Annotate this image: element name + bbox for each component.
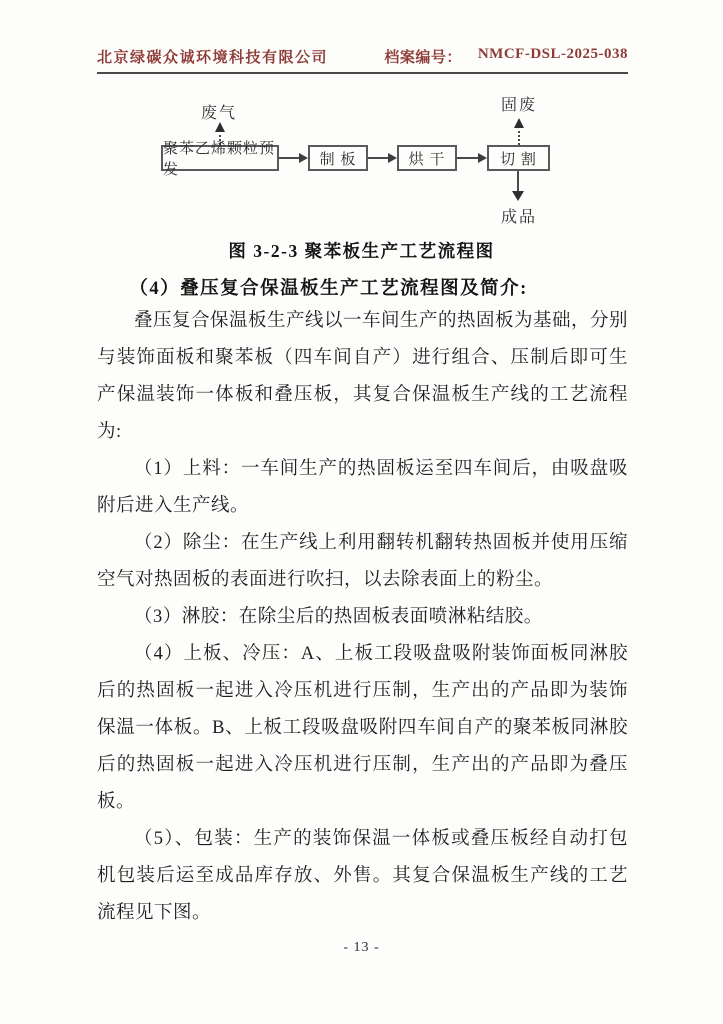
company-name: 北京绿碳众诚环境科技有限公司: [97, 50, 329, 66]
arrow-down-product: [517, 171, 519, 193]
page-number: - 13 -: [343, 940, 380, 955]
flow-box-board-making: 制 板: [308, 145, 368, 171]
arrow-box3-box4: [457, 157, 485, 159]
paragraph-intro: 叠压复合保温板生产线以一车间生产的热固板为基础，分别与装饰面板和聚苯板（四车间自产）进行组合、压制后即可生产保温装饰一体板和叠压板，其复合保温板生产线的工艺流程为:: [97, 311, 629, 442]
flow-box-drying: 烘 干: [397, 145, 457, 171]
paragraph-step3: （3）淋胶：在除尘后的热固板表面喷淋粘结胶。: [134, 607, 543, 627]
arrow-box1-box2: [279, 157, 306, 159]
dashed-arrow-up-solid-waste: [518, 126, 520, 145]
paragraph-step4: （4）上板、冷压：A、上板工段吸盘吸附装饰面板同淋胶后的热固板一起进入冷压机进行压制，生产出的产品即为装饰保温一体板。B、上板工段吸盘吸附四车间自产的聚苯板同淋胶后的热固板一起进入冷压机进行压制，生产出的产品即为叠压板。: [97, 644, 628, 812]
process-flowchart: [0, 0, 723, 240]
product-label: 成品: [501, 209, 538, 226]
flow-box-pre-expansion: 聚苯乙烯颗粒预发: [161, 145, 279, 171]
solid-waste-label: 固废: [501, 97, 538, 114]
archive-value: NMCF-DSL-2025-038: [477, 46, 628, 62]
figure-caption: 图 3-2-3 聚苯板生产工艺流程图: [228, 241, 495, 261]
body-text: [97, 303, 628, 932]
paragraph-step2: （2）除尘：在生产线上利用翻转机翻转热固板并使用压缩空气对热固板的表面进行吹扫，以去除表面上的粉尘。: [97, 533, 628, 590]
archive-label: 档案编号：: [384, 50, 462, 66]
waste-gas-label: 废气: [201, 105, 238, 122]
section-heading: （4）叠压复合保温板生产工艺流程图及简介:: [129, 279, 528, 299]
paragraph-step5: （5）、包装：生产的装饰保温一体板或叠压板经自动打包机包装后运至成品库存放、外售。其复合保温板生产线的工艺流程见下图。: [97, 829, 628, 923]
arrow-box2-box3: [368, 157, 395, 159]
paragraph-step1: （1）上料：一车间生产的热固板运至四车间后，由吸盘吸附后进入生产线。: [97, 459, 628, 516]
flow-box-cutting: 切 割: [487, 145, 550, 171]
